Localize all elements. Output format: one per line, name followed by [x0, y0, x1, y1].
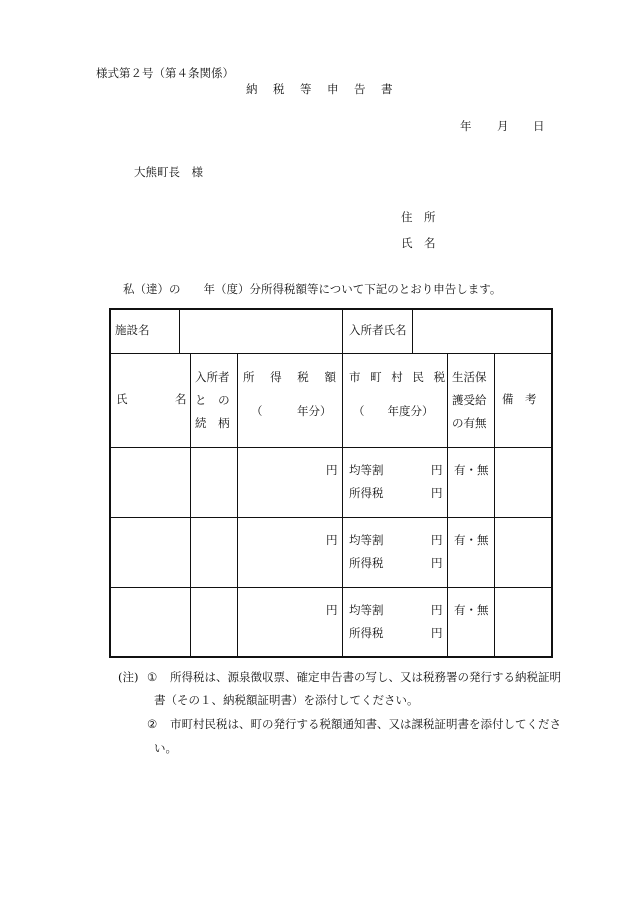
col-name-header-a: 氏 — [116, 392, 128, 406]
form-number: 様式第２号（第４条関係） — [96, 66, 234, 80]
resident-name-label: 入所者氏名 — [349, 323, 407, 337]
income-levy-label: 所得税 — [349, 626, 384, 640]
income-levy-label: 所得税 — [349, 556, 384, 570]
addressee: 大熊町長 様 — [134, 165, 203, 179]
note-text-line: 市町村民税は、町の発行する税額通知書、又は課税証明書を添付してくださ — [170, 717, 561, 731]
date-month: 月 — [497, 119, 509, 133]
welfare-value: 有・無 — [454, 463, 489, 477]
note-text-line: い。 — [154, 741, 177, 755]
address-label: 住 所 — [401, 210, 436, 224]
income-levy-unit: 円 — [431, 556, 443, 570]
date-day: 日 — [533, 119, 545, 133]
statement: 私（達）の 年（度）分所得税額等について下記のとおり申告します。 — [123, 282, 502, 296]
col-remarks-header: 備 考 — [502, 392, 537, 406]
col-welfare-header-2: 護受給 — [452, 393, 487, 407]
col-income-tax-period: （ 年分） — [251, 404, 332, 418]
equal-levy-unit: 円 — [431, 463, 443, 477]
note-text-line: 書（その１、納税額証明書）を添付してください。 — [154, 693, 419, 707]
col-municipal-tax-period: （ 年度分） — [353, 404, 434, 418]
date-year: 年 — [460, 119, 472, 133]
income-tax-unit: 円 — [326, 603, 338, 617]
equal-levy-label: 均等割 — [349, 603, 384, 617]
col-relationship-header-1: 入所者 — [195, 370, 230, 384]
notes-label: (注) — [118, 670, 139, 684]
equal-levy-label: 均等割 — [349, 533, 384, 547]
equal-levy-label: 均等割 — [349, 463, 384, 477]
income-levy-label: 所得税 — [349, 486, 384, 500]
col-name-header-b: 名 — [175, 392, 187, 406]
col-income-tax-header: 所 得 税 額 — [243, 370, 342, 384]
note-marker: ② — [147, 717, 158, 731]
income-levy-unit: 円 — [431, 486, 443, 500]
equal-levy-unit: 円 — [431, 603, 443, 617]
note-text-line: 所得税は、源泉徴収票、確定申告書の写し、又は税務署の発行する納税証明 — [170, 670, 561, 684]
document-title: 納 税 等 申 告 書 — [246, 82, 395, 96]
income-tax-unit: 円 — [326, 533, 338, 547]
equal-levy-unit: 円 — [431, 533, 443, 547]
declaration-table — [109, 308, 553, 658]
income-tax-unit: 円 — [326, 463, 338, 477]
note-marker: ① — [147, 670, 158, 684]
col-relationship-header-2: と の — [195, 393, 234, 407]
welfare-value: 有・無 — [454, 603, 489, 617]
col-municipal-tax-header: 市 町 村 民 税 — [349, 370, 449, 384]
col-welfare-header-1: 生活保 — [452, 370, 487, 384]
income-levy-unit: 円 — [431, 626, 443, 640]
facility-name-label: 施設名 — [115, 323, 150, 337]
welfare-value: 有・無 — [454, 533, 489, 547]
col-relationship-header-3: 続 柄 — [195, 416, 234, 430]
col-welfare-header-3: の有無 — [452, 416, 487, 430]
name-label: 氏 名 — [401, 236, 436, 250]
